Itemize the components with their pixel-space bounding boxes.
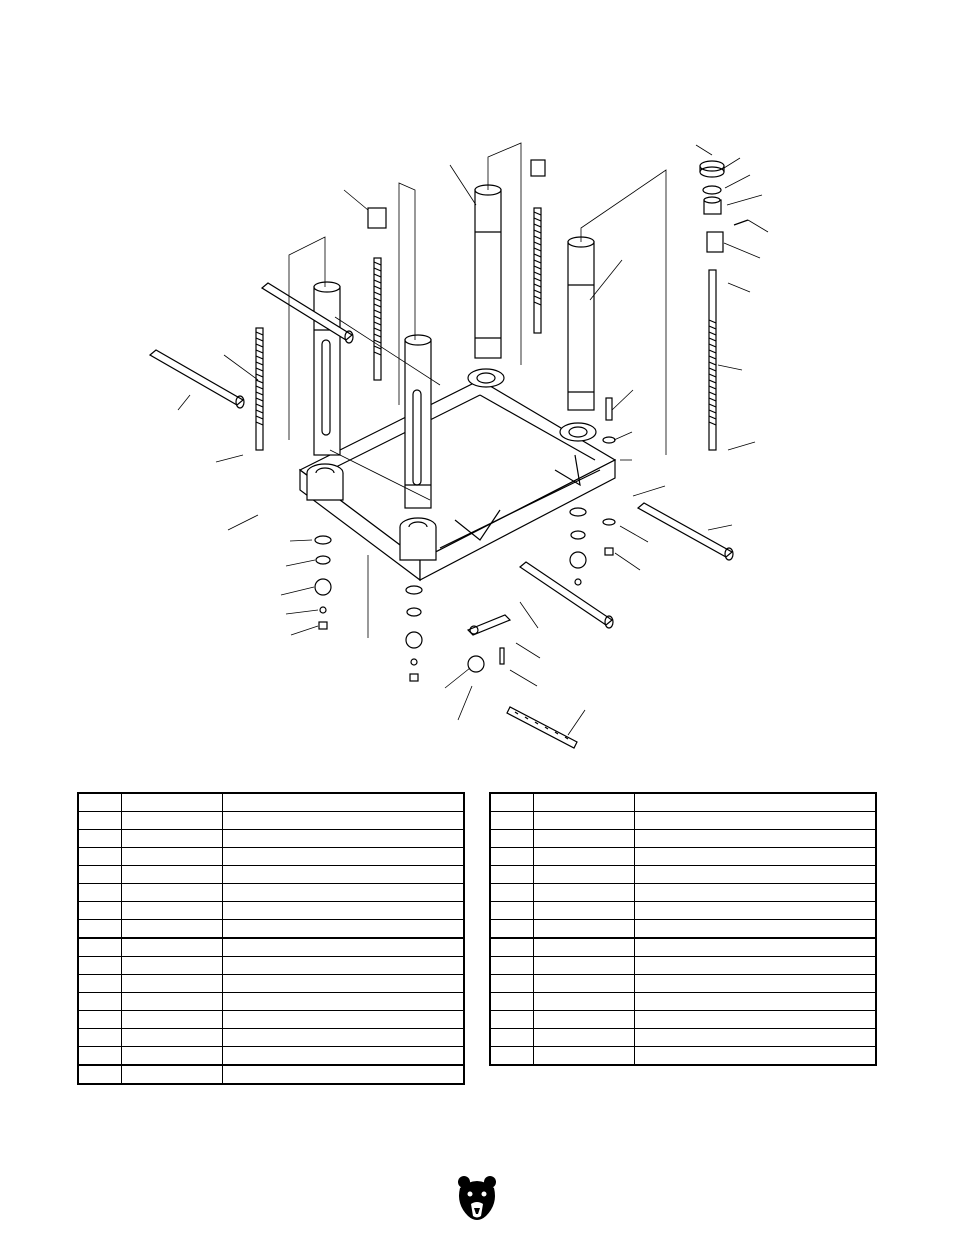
description-cell <box>634 957 876 975</box>
ref-cell <box>490 793 533 812</box>
description-cell <box>634 1047 876 1066</box>
table-row <box>78 793 464 812</box>
table-row <box>78 1065 464 1084</box>
table-row <box>78 1047 464 1066</box>
part-number-cell <box>533 1047 634 1066</box>
part-number-cell <box>121 848 222 866</box>
description-cell <box>222 1065 464 1084</box>
table-row <box>490 920 876 939</box>
table-row <box>490 938 876 957</box>
part-number-cell <box>121 975 222 993</box>
gear-top-right <box>700 161 748 225</box>
column-right <box>568 237 594 410</box>
ref-cell <box>78 866 121 884</box>
ref-cell <box>78 920 121 939</box>
description-cell <box>222 957 464 975</box>
ref-cell <box>78 957 121 975</box>
description-cell <box>634 884 876 902</box>
description-cell <box>634 902 876 920</box>
part-number-cell <box>533 993 634 1011</box>
ref-cell <box>490 957 533 975</box>
ref-cell <box>490 993 533 1011</box>
part-number-cell <box>533 902 634 920</box>
part-number-cell <box>533 957 634 975</box>
description-cell <box>222 938 464 957</box>
ref-cell <box>78 848 121 866</box>
column-left <box>314 282 340 455</box>
ref-cell <box>490 1047 533 1066</box>
description-cell <box>222 812 464 830</box>
ref-cell <box>490 830 533 848</box>
part-number-cell <box>533 793 634 812</box>
bracket-mid <box>368 208 386 228</box>
part-number-cell <box>533 938 634 957</box>
parts-table-right <box>489 792 877 1066</box>
table-row <box>78 884 464 902</box>
part-number-cell <box>121 1029 222 1047</box>
table-row <box>78 1011 464 1029</box>
table-row <box>490 848 876 866</box>
description-cell <box>634 793 876 812</box>
description-cell <box>222 830 464 848</box>
table-row <box>490 975 876 993</box>
drive-chain <box>507 707 577 748</box>
shaft-front-right <box>520 562 613 628</box>
table-row <box>490 793 876 812</box>
part-number-cell <box>121 1065 222 1084</box>
description-cell <box>634 975 876 993</box>
part-number-cell <box>121 993 222 1011</box>
table-row <box>78 830 464 848</box>
ref-cell <box>78 1029 121 1047</box>
table-row <box>78 993 464 1011</box>
description-cell <box>634 993 876 1011</box>
part-number-cell <box>533 866 634 884</box>
description-cell <box>222 793 464 812</box>
column-front <box>405 335 431 508</box>
table-row <box>78 920 464 939</box>
part-number-cell <box>121 812 222 830</box>
base-boss-left <box>307 464 343 500</box>
table-row <box>490 1047 876 1066</box>
part-number-cell <box>121 793 222 812</box>
ref-cell <box>78 793 121 812</box>
part-number-cell <box>533 1011 634 1029</box>
leadscrew-mid <box>374 258 381 380</box>
ref-cell <box>490 866 533 884</box>
description-cell <box>222 884 464 902</box>
shaft-right <box>638 503 733 560</box>
table-row <box>78 975 464 993</box>
bear-head-logo-icon <box>456 1174 498 1224</box>
description-cell <box>222 975 464 993</box>
description-cell <box>634 866 876 884</box>
ref-cell <box>78 975 121 993</box>
part-number-cell <box>533 830 634 848</box>
leadscrew-right <box>709 270 716 450</box>
sprocket-stack-left <box>315 536 331 629</box>
part-number-cell <box>121 1047 222 1066</box>
part-number-cell <box>121 957 222 975</box>
ref-cell <box>78 812 121 830</box>
idler-arm <box>468 615 510 672</box>
table-row <box>78 848 464 866</box>
ref-cell <box>78 902 121 920</box>
base-boss-back <box>468 369 504 387</box>
ref-cell <box>490 848 533 866</box>
table-row <box>490 1011 876 1029</box>
table-row <box>490 993 876 1011</box>
column-back <box>475 185 501 358</box>
description-cell <box>222 1047 464 1066</box>
table-row <box>490 884 876 902</box>
table-row <box>78 812 464 830</box>
part-number-cell <box>121 884 222 902</box>
table-row <box>78 938 464 957</box>
description-cell <box>222 1011 464 1029</box>
leadscrew-back <box>534 208 541 333</box>
bracket-right <box>707 232 723 252</box>
description-cell <box>222 866 464 884</box>
ref-cell <box>78 1047 121 1066</box>
sprocket-stack-right <box>570 508 586 585</box>
part-number-cell <box>533 975 634 993</box>
table-row <box>490 830 876 848</box>
parts-table-left-body <box>78 793 464 1084</box>
part-number-cell <box>533 920 634 939</box>
parts-table-right-body <box>490 793 876 1065</box>
description-cell <box>634 830 876 848</box>
ref-cell <box>490 902 533 920</box>
ref-cell <box>490 938 533 957</box>
part-number-cell <box>121 830 222 848</box>
base-boss-right <box>560 423 596 441</box>
ref-cell <box>490 1011 533 1029</box>
table-row <box>78 902 464 920</box>
ref-cell <box>78 938 121 957</box>
ref-cell <box>490 1029 533 1047</box>
description-cell <box>634 848 876 866</box>
description-cell <box>634 1011 876 1029</box>
bracket-back <box>531 160 545 176</box>
leadscrew-left <box>256 328 263 450</box>
part-number-cell <box>121 938 222 957</box>
table-row <box>490 902 876 920</box>
ref-cell <box>78 993 121 1011</box>
parts-table-left <box>77 792 465 1085</box>
part-number-cell <box>533 812 634 830</box>
ref-cell <box>78 884 121 902</box>
table-row <box>490 812 876 830</box>
shaft-left <box>150 350 244 408</box>
ref-cell <box>490 884 533 902</box>
table-row <box>490 866 876 884</box>
sprocket-stack-front <box>406 586 422 681</box>
ref-cell <box>78 1065 121 1084</box>
description-cell <box>222 993 464 1011</box>
part-number-cell <box>121 1011 222 1029</box>
description-cell <box>222 920 464 939</box>
table-row <box>78 866 464 884</box>
description-cell <box>634 938 876 957</box>
ref-cell <box>78 1011 121 1029</box>
part-number-cell <box>121 920 222 939</box>
ref-cell <box>490 812 533 830</box>
base-boss-front <box>400 518 436 560</box>
table-row <box>78 957 464 975</box>
part-number-cell <box>121 866 222 884</box>
description-cell <box>222 1029 464 1047</box>
part-number-cell <box>121 902 222 920</box>
part-number-cell <box>533 884 634 902</box>
ref-cell <box>78 830 121 848</box>
ref-cell <box>490 975 533 993</box>
description-cell <box>634 812 876 830</box>
description-cell <box>634 1029 876 1047</box>
description-cell <box>634 920 876 939</box>
table-row <box>490 957 876 975</box>
part-number-cell <box>533 848 634 866</box>
table-row <box>490 1029 876 1047</box>
ref-cell <box>490 920 533 939</box>
table-row <box>78 1029 464 1047</box>
description-cell <box>222 902 464 920</box>
part-number-cell <box>533 1029 634 1047</box>
description-cell <box>222 848 464 866</box>
